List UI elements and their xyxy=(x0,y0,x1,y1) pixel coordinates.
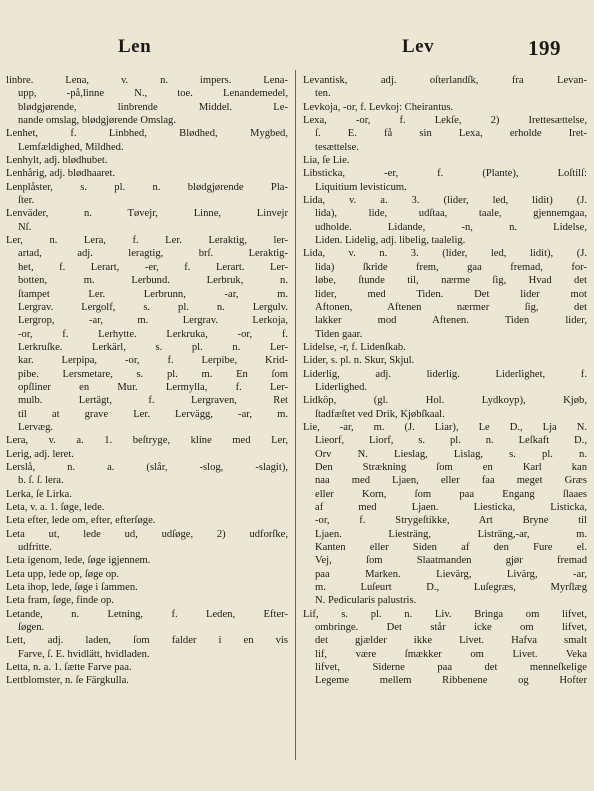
entry-line: til at grave Ler. Lervägg, -ar, m. xyxy=(18,408,288,420)
entry-line: Lenhet, f. Linbhed, Blødhed, Mygbed, xyxy=(6,128,288,140)
entry-line: ſøgen. xyxy=(18,622,45,634)
entry-line: Lergrav. Lergolf, s. pl. n. Lergulv. xyxy=(18,301,288,313)
entry-line: Leta ut, lede ud, udſøge, 2) udforſke, xyxy=(6,528,288,540)
entry-line: Letta, n. a. 1. ſætte Farve paa. xyxy=(6,662,132,674)
entry-line: lifvet, Siderne paa det menneſkelige xyxy=(315,662,587,674)
entry-line: Liden. Lidelig, adj. libelig, taalelig. xyxy=(315,235,466,247)
entry-line: Lerkruſke. Lerkärl, s. pl. n. Ler- xyxy=(18,341,288,353)
entry-line: artad, adj. leragtig, brſ. Leraktig- xyxy=(18,248,288,260)
entry-line: Lida, v. a. 3. (lider, led, lidit) (J. xyxy=(303,195,587,207)
entry-line: Liderlighed. xyxy=(315,381,368,393)
entry-line: Nſ. xyxy=(18,221,32,233)
entry-line: Lenväder, n. Tøvejr, Linne, Linvejr xyxy=(6,208,288,220)
entry-line: Lenhårig, adj. blødhaaret. xyxy=(6,168,116,180)
entry-line: det gjælder ikke Livet. Hafva smalt xyxy=(315,635,587,647)
column-divider xyxy=(295,70,296,760)
entry-line: Lif, s. pl. n. Liv. Bringa om lifvet, xyxy=(303,608,587,620)
header-right-guide-word: Lev xyxy=(402,36,435,57)
entry-line: Lerig, adj. leret. xyxy=(6,448,74,460)
entry-line: Legeme mellem Ribbenene og Hofter xyxy=(315,675,587,687)
entry-line: Lidköp, (gl. Hol. Lydkoyp), Kjøb, xyxy=(303,395,587,407)
entry-line: Lerslå, n. a. (slår, -slog, -slagit), xyxy=(6,461,288,473)
entry-line: ombringe. Det står icke om lifvet, xyxy=(315,622,587,634)
entry-line: Tiden gaar. xyxy=(315,328,363,340)
entry-line: Lenplåster, s. pl. n. blødgjørende Pla- xyxy=(6,181,288,193)
entry-line: nande omslag, blødgjørende Omslag. xyxy=(18,115,176,127)
entry-line: upp, -på,linne N., toe. Lenandemedel, xyxy=(18,88,288,100)
entry-line: udfritte. xyxy=(18,542,52,554)
entry-line: Lervæg. xyxy=(18,421,54,433)
entry-line: Lergrop, -ar, m. Lergrav. Lerkoja, xyxy=(18,315,288,327)
entry-line: lida), lide, udſtaa, taale, gjennemgaa, xyxy=(315,208,587,220)
entry-line: -or, f. Strygeſtikke, Art Bryne til xyxy=(315,515,587,527)
entry-line: lida) ſkride frem, gaa fremad, for- xyxy=(315,261,587,273)
entry-line: Ljaen. Liesträng, Listräng,-ar, m. xyxy=(315,528,587,540)
entry-line: ſtadfæſtet ved Drik, Kjøbſkaal. xyxy=(315,408,445,420)
entry-line: Ler, n. Lera, f. Ler. Leraktig, ler- xyxy=(6,235,288,247)
entry-line: Lida, v. n. 3. (lider, led, lidit), (J. xyxy=(303,248,587,260)
entry-line: Aftonen, Aftenen nærmer ſig, det xyxy=(315,301,587,313)
entry-line: Orv N. Lieslag, Lislag, s. pl. n. xyxy=(315,448,587,460)
entry-line: blødgjørende, linbrende Middel. Le- xyxy=(18,101,288,113)
entry-line: lakker mod Aftenen. Tiden lider, xyxy=(315,315,587,327)
entry-line: Lett, adj. laden, ſom falder i en vis xyxy=(6,635,288,647)
entry-line: Levantisk, adj. oſterlandſk, fra Levan- xyxy=(303,75,587,86)
entry-line: ten. xyxy=(315,88,331,100)
entry-line: Lenhylt, adj. blødhubet. xyxy=(6,155,108,167)
entry-line: eller Korn, ſom paa Engang ſlaaes xyxy=(315,488,587,500)
entry-line: Lera, v. a. 1. beſtryge, kline med Ler, xyxy=(6,435,288,447)
entry-line: løbe, ſtunde til, nærme ſig, Hvad det xyxy=(315,275,587,287)
left-column xyxy=(6,74,288,688)
entry-line: Lerka, ſe Lirka. xyxy=(6,488,72,500)
entry-line: Libsticka, -er, f. (Plante), Loſtilſ: xyxy=(303,168,587,180)
entry-line: Lettblomster, n. ſe Färgkulla. xyxy=(6,675,129,687)
entry-line: Farve, ſ. E. hvidlätt, hvidladen. xyxy=(18,648,150,660)
entry-line: lider, med Tiden. Det lider mot xyxy=(315,288,587,300)
entry-line: -or, f. Lerhytte. Lerkruka, -or, f. xyxy=(18,328,288,340)
entry-line: kar. Lerpipa, -or, f. Lerpibe, Krid- xyxy=(18,355,288,367)
entry-line: Liderlig, adj. liderlig. Liderlighet, f. xyxy=(303,368,587,380)
entry-line: ſter. xyxy=(18,195,35,207)
entry-line: ſ. E. få sin Lexa, erholde Iret- xyxy=(315,128,587,140)
entry-line: N. Pedicularis palustris. xyxy=(315,595,417,607)
entry-line: Lidelse, -r, f. Lidenſkab. xyxy=(303,341,406,353)
entry-line: botten, m. Lerbund. Lerbruk, n. xyxy=(18,275,288,287)
entry-line: pibe. Lersmetare, s. pl. m. En ſom xyxy=(18,368,288,380)
entry-line: Den Strækning ſom en Karl kan xyxy=(315,461,587,473)
entry-line: Levkoja, -or, f. Levkoj: Cheirantus. xyxy=(303,101,454,113)
entry-line: Liquitium levisticum. xyxy=(315,181,407,193)
entry-line: paa Marken. Lievärg, Livärg, -ar, xyxy=(315,568,587,580)
entry-line: Leta, v. a. 1. ſøge, lede. xyxy=(6,502,105,513)
entry-line: Kanten eller Siden af den Fure el. xyxy=(315,542,587,554)
entry-line: Lia, ſe Lie. xyxy=(303,155,350,167)
entry-line: udholde. Lidande, -n, n. Lidelse, xyxy=(315,221,587,233)
entry-line: Leta upp, lede op, ſøge op. xyxy=(6,568,119,580)
entry-line: lif, være ſmækker om Livet. Veka xyxy=(315,648,587,660)
entry-line: Vej, ſom Slaatmanden gjør fremad xyxy=(315,555,587,567)
entry-line: Lie, -ar, m. (J. Liar), Le D., Lja N. xyxy=(303,421,587,433)
entry-line: mulb. Lertägt, f. Lergraven, Ret xyxy=(18,395,288,407)
entry-line: b. ſ. ſ. lera. xyxy=(18,475,64,487)
entry-line: Letande, n. Letning, f. Leden, Efter- xyxy=(6,608,288,620)
entry-line: Leta fram, ſøge, finde op. xyxy=(6,595,114,607)
entry-line: Lemfældighed, Mildhed. xyxy=(18,141,124,153)
entry-line: linbre. Lena, v. n. impers. Lena- xyxy=(6,75,288,86)
entry-line: Lider, s. pl. n. Skur, Skjul. xyxy=(303,355,415,367)
entry-line: Leta igenom, lede, ſøge igjennem. xyxy=(6,555,151,567)
entry-line: het, f. Lerart, -er, f. Lerart. Ler- xyxy=(18,261,288,273)
entry-line: tesættelse. xyxy=(315,141,359,153)
header-left-guide-word: Len xyxy=(118,36,152,57)
entry-line: Leta efter, lede om, efter, efterſøge. xyxy=(6,515,156,527)
entry-line: opſliner en Mur. Lermylla, f. Ler- xyxy=(18,381,288,393)
entry-line: ſtampet Ler. Lerbrunn, -ar, m. xyxy=(18,288,288,300)
right-column xyxy=(303,74,587,688)
entry-line: af med Ljaen. Liesticka, Listicka, xyxy=(315,502,587,513)
entry-line: naa med Ljaen, eller faa meget Græs xyxy=(315,475,587,487)
entry-line: Leta ihop, lede, ſøge i ſammen. xyxy=(6,582,138,594)
entry-line: Lieorf, Liorf, s. pl. n. Leſkaft D., xyxy=(315,435,587,447)
page-number: 199 xyxy=(528,36,561,60)
entry-line: m. Luſeurt D., Luſegræs, Myrſlæg xyxy=(315,582,587,594)
entry-line: Lexa, -or, f. Lekſe, 2) Irettesættelse, xyxy=(303,115,587,127)
